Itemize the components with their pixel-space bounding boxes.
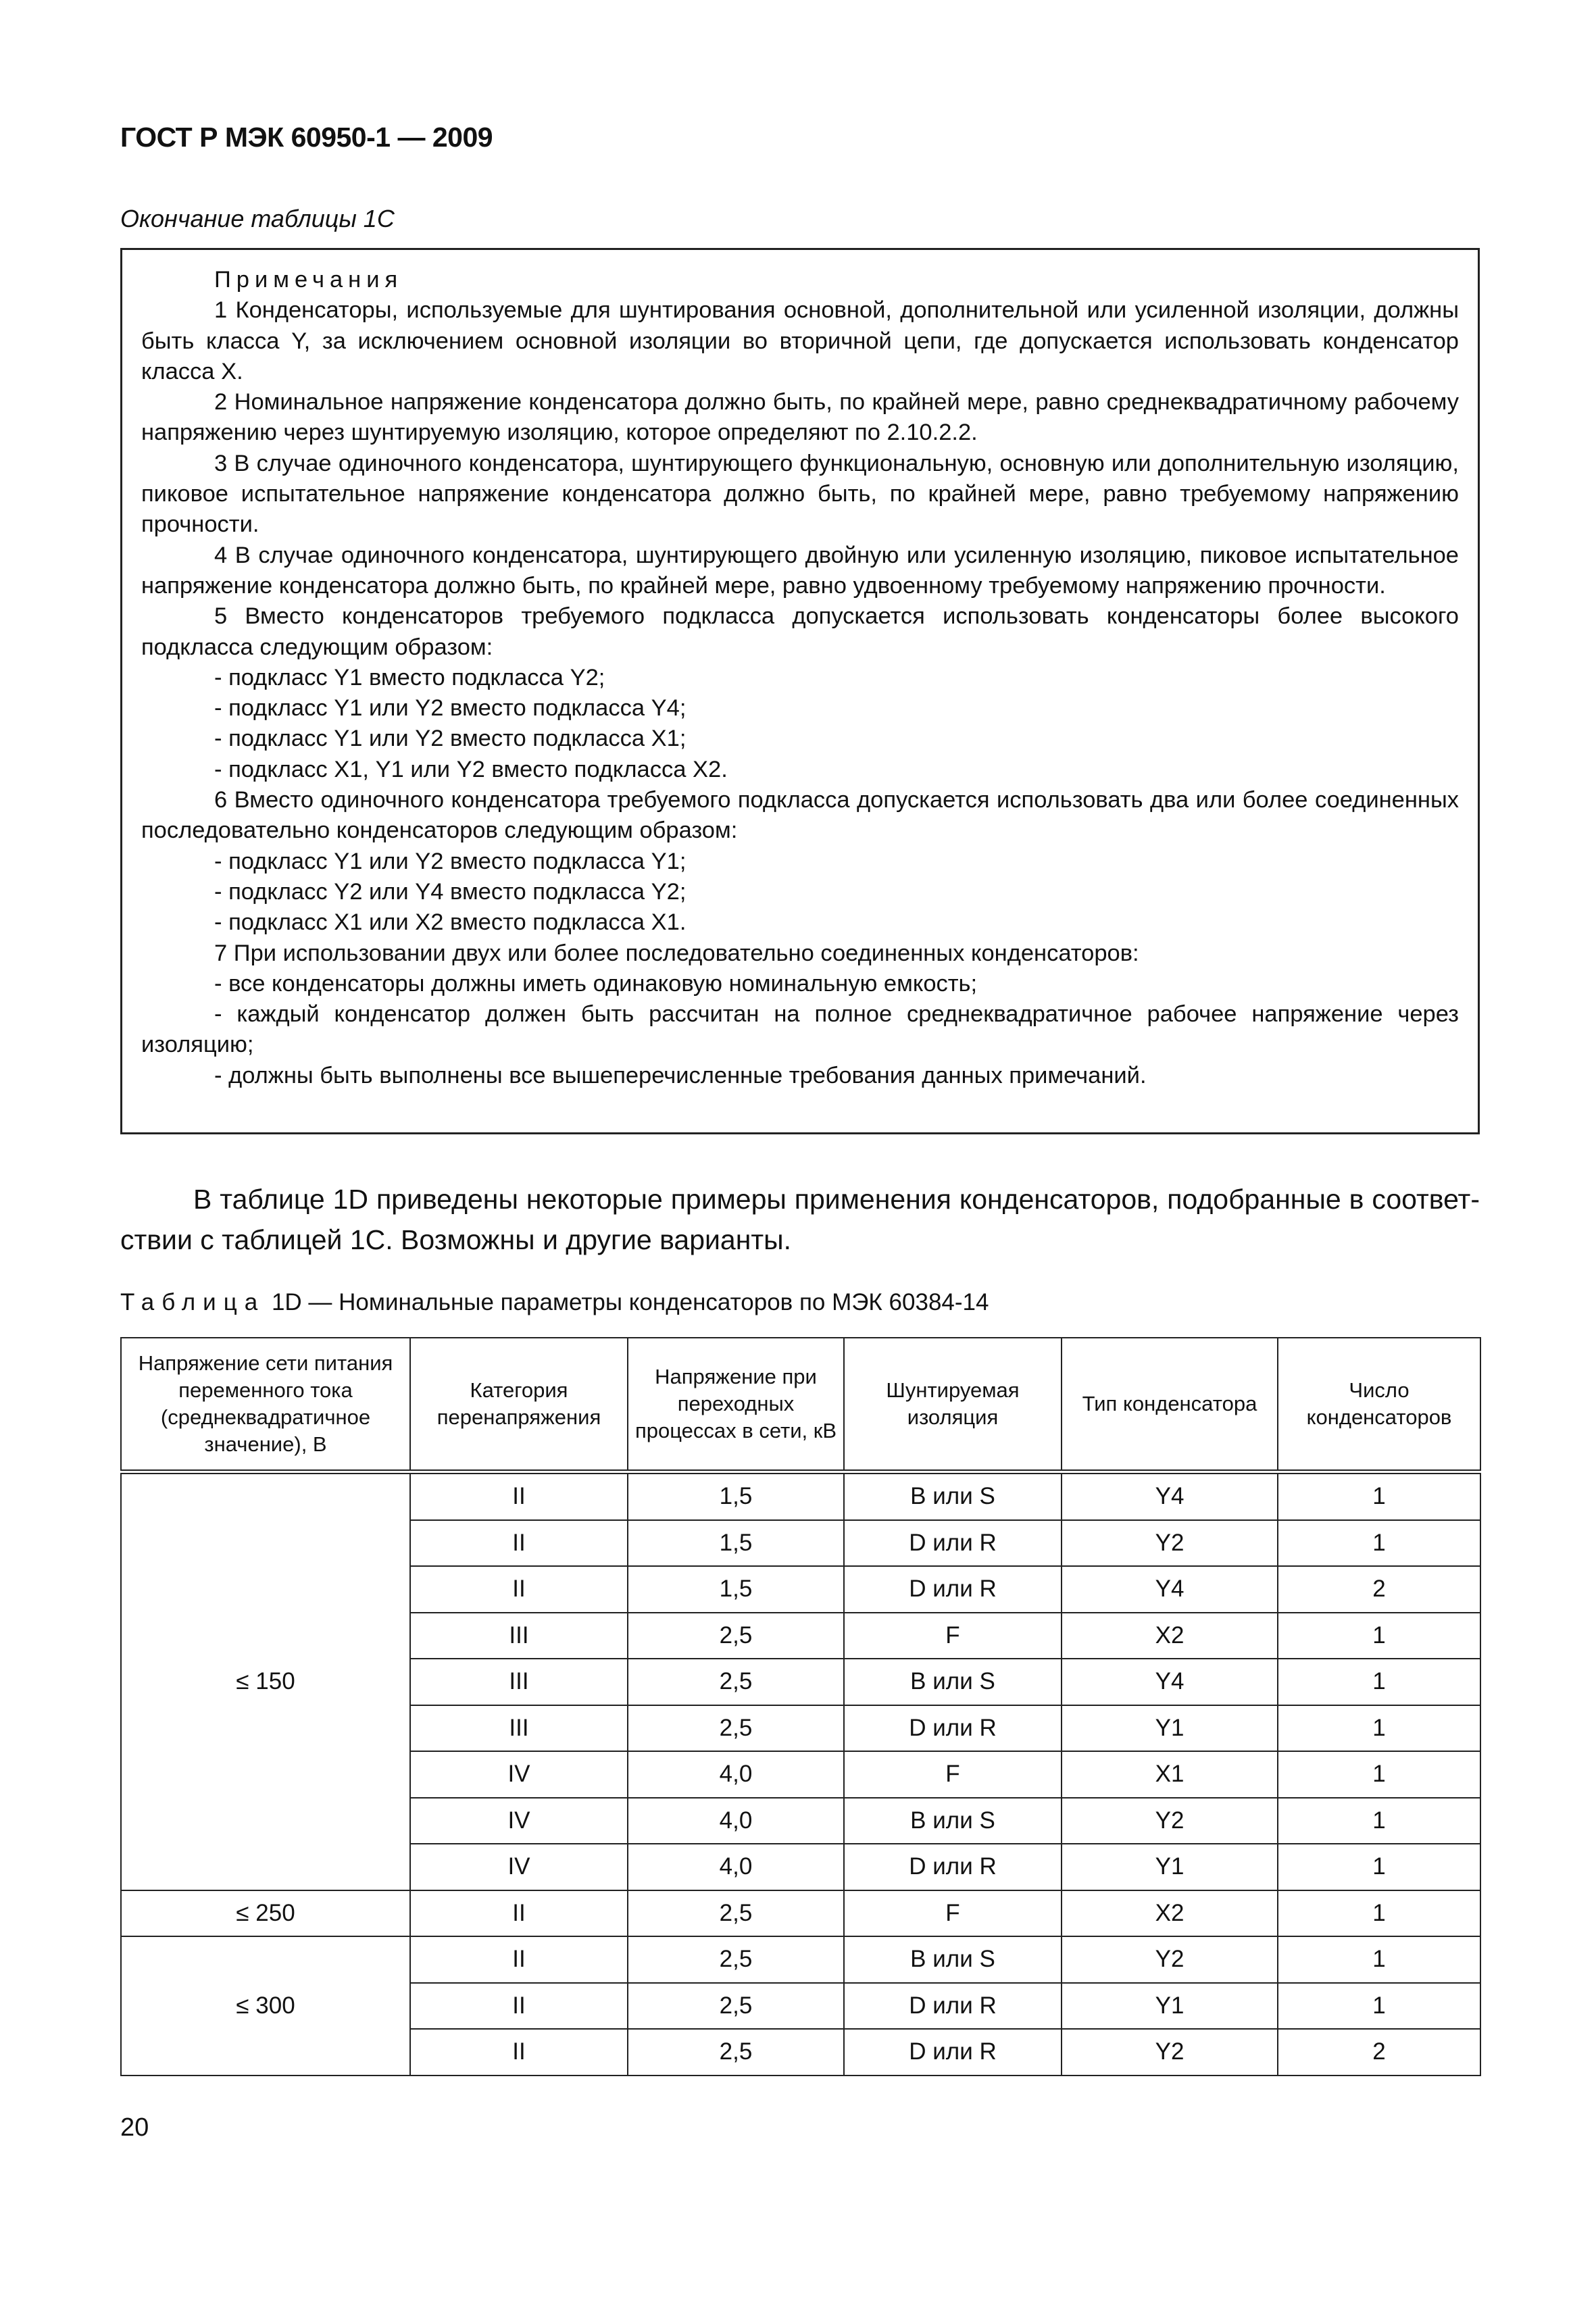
table-1d-caption bbox=[120, 1289, 989, 1316]
cell-category: IV bbox=[410, 1844, 628, 1890]
note-list-item: - подкласс Х1, Y1 или Y2 вместо подкласса Х2. bbox=[214, 756, 728, 782]
cell-insulation: D или R bbox=[844, 1844, 1062, 1890]
cell-transient: 1,5 bbox=[628, 1472, 844, 1520]
cell-type: X2 bbox=[1062, 1613, 1278, 1659]
page-number: 20 bbox=[120, 2113, 149, 2142]
cell-category: IV bbox=[410, 1751, 628, 1798]
cell-transient: 2,5 bbox=[628, 1983, 844, 2030]
cell-insulation: D или R bbox=[844, 2029, 1062, 2076]
cell-count: 2 bbox=[1278, 2029, 1480, 2076]
cell-transient: 2,5 bbox=[628, 1613, 844, 1659]
header-count: Число конденсаторов bbox=[1278, 1338, 1480, 1472]
cell-type: Y1 bbox=[1062, 1705, 1278, 1752]
cell-count: 1 bbox=[1278, 1890, 1480, 1937]
cell-voltage: ≤ 300 bbox=[121, 1936, 410, 2076]
table-body bbox=[121, 1472, 1480, 2076]
cell-category: III bbox=[410, 1705, 628, 1752]
cell-category: II bbox=[410, 1890, 628, 1937]
notes-list bbox=[141, 295, 1459, 1091]
cell-insulation: D или R bbox=[844, 1566, 1062, 1613]
cell-transient: 1,5 bbox=[628, 1566, 844, 1613]
table-row bbox=[121, 1472, 1480, 1520]
cell-type: Y2 bbox=[1062, 2029, 1278, 2076]
cell-category: II bbox=[410, 1983, 628, 2030]
cell-count: 1 bbox=[1278, 1613, 1480, 1659]
cell-insulation: F bbox=[844, 1751, 1062, 1798]
cell-type: Y1 bbox=[1062, 1983, 1278, 2030]
cell-count: 1 bbox=[1278, 1751, 1480, 1798]
cell-type: Y2 bbox=[1062, 1520, 1278, 1567]
cell-transient: 2,5 bbox=[628, 1659, 844, 1705]
cell-category: II bbox=[410, 1936, 628, 1983]
body-paragraph: В таблице 1D приведены некоторые примеры применения конденсаторов, подобранные в соответствии с таблицей 1С. Возможны и другие варианты. bbox=[120, 1184, 1480, 1255]
note-paragraph: 2 Номинальное напряжение конденсатора должно быть, по крайней мере, равно среднеквадратичному рабочему напряжению через шунтируемую изоляцию, которое определяют по 2.10.2.2. bbox=[141, 389, 1459, 446]
cell-insulation: D или R bbox=[844, 1983, 1062, 2030]
cell-type: X1 bbox=[1062, 1751, 1278, 1798]
note-list-item: - подкласс Y1 или Y2 вместо подкласса Y4; bbox=[214, 695, 687, 722]
cell-category: III bbox=[410, 1613, 628, 1659]
cell-category: III bbox=[410, 1659, 628, 1705]
note-list-item: - подкласс Х1 или Х2 вместо подкласса Х1. bbox=[214, 909, 687, 936]
note-paragraph: 4 В случае одиночного конденсатора, шунтирующего двойную или усиленную изоляцию, пиковое испытательное напряжение конденсатора должно быть, по крайней мере, равно удвоенному требуемому напряжению прочности. bbox=[141, 542, 1459, 599]
cell-insulation: F bbox=[844, 1890, 1062, 1937]
cell-type: Y4 bbox=[1062, 1659, 1278, 1705]
cell-type: Y2 bbox=[1062, 1798, 1278, 1844]
note-list-item: - должны быть выполнены все вышеперечисленные требования данных примечаний. bbox=[214, 1062, 1147, 1088]
cell-count: 1 bbox=[1278, 1936, 1480, 1983]
header-voltage: Напряжение сети питания переменного тока (среднеквадратичное значение), В bbox=[121, 1338, 410, 1472]
cell-insulation: B или S bbox=[844, 1936, 1062, 1983]
note-list-item: - подкласс Y1 или Y2 вместо подкласса Х1; bbox=[214, 726, 687, 752]
notes-title: Примечания bbox=[214, 267, 403, 293]
cell-category: II bbox=[410, 1472, 628, 1520]
cell-count: 1 bbox=[1278, 1844, 1480, 1890]
cell-category: II bbox=[410, 2029, 628, 2076]
cell-count: 1 bbox=[1278, 1798, 1480, 1844]
cell-transient: 2,5 bbox=[628, 1705, 844, 1752]
cell-transient: 1,5 bbox=[628, 1520, 844, 1567]
cell-insulation: F bbox=[844, 1613, 1062, 1659]
table-1d bbox=[120, 1337, 1481, 2076]
cell-transient: 4,0 bbox=[628, 1844, 844, 1890]
table-1d-caption-label: Таблица bbox=[120, 1289, 266, 1315]
cell-category: II bbox=[410, 1566, 628, 1613]
cell-transient: 4,0 bbox=[628, 1751, 844, 1798]
note-paragraph: 3 В случае одиночного конденсатора, шунтирующего функциональную, основную или дополнительную изоляцию, пиковое испытательное напряжение конденсатора должно быть, по крайней мере, равно требуемому напряжению прочности. bbox=[141, 450, 1459, 538]
cell-count: 1 bbox=[1278, 1983, 1480, 2030]
cell-transient: 2,5 bbox=[628, 2029, 844, 2076]
table-1c-notes-box bbox=[120, 248, 1480, 1134]
table-1c-continuation-caption: Окончание таблицы 1С bbox=[120, 205, 395, 232]
table-row bbox=[121, 1936, 1480, 1983]
cell-count: 1 bbox=[1278, 1472, 1480, 1520]
table-1d-caption-text: 1D — Номинальные параметры конденсаторов по МЭК 60384-14 bbox=[265, 1289, 989, 1315]
cell-insulation: B или S bbox=[844, 1472, 1062, 1520]
cell-count: 1 bbox=[1278, 1705, 1480, 1752]
table-row bbox=[121, 1890, 1480, 1937]
table-header-row bbox=[121, 1338, 1480, 1472]
cell-category: IV bbox=[410, 1798, 628, 1844]
header-insulation: Шунтируемая изоляция bbox=[844, 1338, 1062, 1472]
header-type: Тип конденсатора bbox=[1062, 1338, 1278, 1472]
note-paragraph: 1 Конденсаторы, используемые для шунтирования основной, дополнительной или усиленной изоляции, должны быть класса Y, за исключением основной изоляции во вторичной цепи, где допускается использовать конденсатор класса Х. bbox=[141, 297, 1459, 384]
cell-insulation: B или S bbox=[844, 1798, 1062, 1844]
note-list-item: - каждый конденсатор должен быть рассчитан на полное среднеквадратичное рабочее напряжение через изоляцию; bbox=[141, 1001, 1459, 1058]
cell-count: 2 bbox=[1278, 1566, 1480, 1613]
note-list-item: - все конденсаторы должны иметь одинаковую номинальную емкость; bbox=[214, 970, 978, 997]
note-paragraph: 6 Вместо одиночного конденсатора требуемого подкласса допускается использовать два или более соединенных последовательно конденсаторов следующим образом: bbox=[141, 787, 1459, 844]
cell-type: Y4 bbox=[1062, 1566, 1278, 1613]
cell-count: 1 bbox=[1278, 1659, 1480, 1705]
note-list-item: - подкласс Y1 вместо подкласса Y2; bbox=[214, 664, 605, 690]
cell-voltage: ≤ 150 bbox=[121, 1472, 410, 1890]
cell-insulation: B или S bbox=[844, 1659, 1062, 1705]
cell-transient: 2,5 bbox=[628, 1890, 844, 1937]
note-list-item: - подкласс Y1 или Y2 вместо подкласса Y1; bbox=[214, 848, 687, 874]
cell-insulation: D или R bbox=[844, 1705, 1062, 1752]
cell-insulation: D или R bbox=[844, 1520, 1062, 1567]
cell-type: Y4 bbox=[1062, 1472, 1278, 1520]
cell-transient: 4,0 bbox=[628, 1798, 844, 1844]
header-category: Категория перенапряжения bbox=[410, 1338, 628, 1472]
cell-category: II bbox=[410, 1520, 628, 1567]
document-header: ГОСТ Р МЭК 60950-1 — 2009 bbox=[120, 122, 493, 153]
cell-type: X2 bbox=[1062, 1890, 1278, 1937]
note-list-item: - подкласс Y2 или Y4 вместо подкласса Y2; bbox=[214, 878, 687, 905]
cell-type: Y1 bbox=[1062, 1844, 1278, 1890]
cell-type: Y2 bbox=[1062, 1936, 1278, 1983]
note-paragraph: 5 Вместо конденсаторов требуемого подкласса допускается использовать конденсаторы более высокого подкласса следующим образом: bbox=[141, 603, 1459, 660]
header-transient: Напряжение при переходных процессах в сети, кВ bbox=[628, 1338, 844, 1472]
cell-transient: 2,5 bbox=[628, 1936, 844, 1983]
note-paragraph: 7 При использовании двух или более последовательно соединенных конденсаторов: bbox=[214, 940, 1139, 966]
cell-voltage: ≤ 250 bbox=[121, 1890, 410, 1937]
cell-count: 1 bbox=[1278, 1520, 1480, 1567]
